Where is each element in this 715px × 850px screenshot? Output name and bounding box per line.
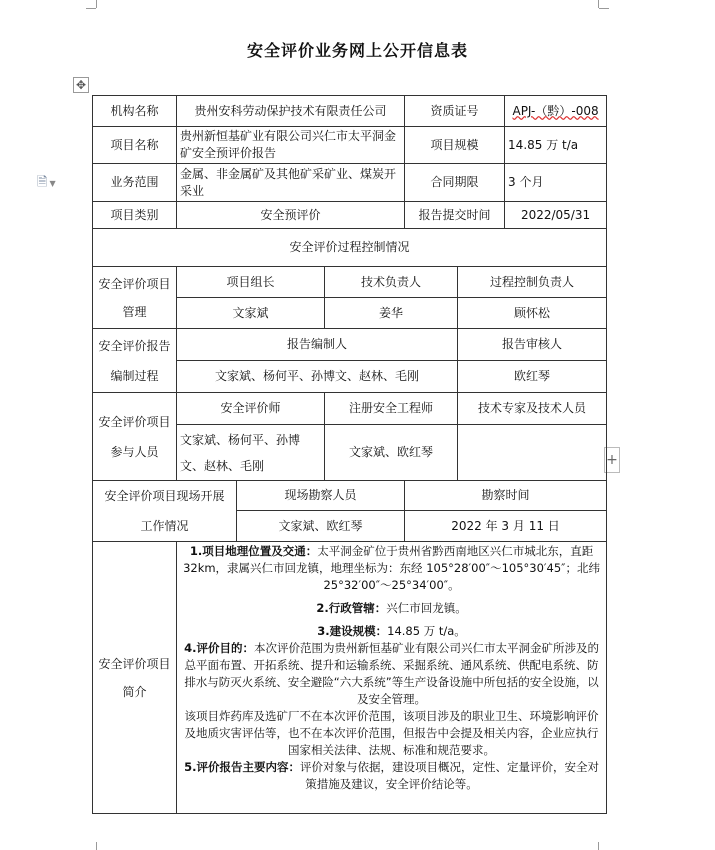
table-row xyxy=(93,481,607,511)
scope-label: 业务范围 xyxy=(93,164,177,202)
tech-value[interactable]: 姜华 xyxy=(325,298,458,329)
author-value[interactable]: 文家斌、杨何平、孙博文、赵林、毛刚 xyxy=(177,361,458,393)
scale-value[interactable]: 14.85 万 t/a xyxy=(505,127,607,164)
crop-mark xyxy=(86,8,96,9)
cert-label: 资质证号 xyxy=(405,96,505,127)
intro-heading: 3.建设规模： xyxy=(317,624,388,638)
staff-label: 安全评价项目参与人员 xyxy=(93,393,177,481)
leader-label: 项目组长 xyxy=(177,267,325,298)
table-row xyxy=(93,229,607,267)
intro-body[interactable] xyxy=(177,542,607,814)
author-label: 报告编制人 xyxy=(177,329,458,361)
crop-mark xyxy=(96,0,97,8)
table-row xyxy=(93,202,607,229)
table-row xyxy=(93,542,607,814)
intro-heading: 4.评价目的： xyxy=(184,641,254,655)
intro-heading: 5.评价报告主要内容： xyxy=(184,760,300,774)
crop-mark xyxy=(599,8,609,9)
reviewer-value[interactable]: 欧红琴 xyxy=(458,361,607,393)
table-row xyxy=(93,127,607,164)
scope-value[interactable]: 金属、非金属矿及其他矿采矿业、煤炭开采业 xyxy=(177,164,405,202)
process-value[interactable]: 顾怀松 xyxy=(458,298,607,329)
intro-heading: 1.项目地理位置及交通： xyxy=(189,544,318,558)
survey-time-label: 勘察时间 xyxy=(405,481,607,511)
engineer-label: 注册安全工程师 xyxy=(325,393,458,425)
intro-paragraph xyxy=(180,623,603,640)
cert-value[interactable] xyxy=(505,96,607,127)
info-table xyxy=(92,95,607,814)
category-value[interactable]: 安全预评价 xyxy=(177,202,405,229)
intro-paragraph xyxy=(180,600,603,617)
intro-text: 兴仁市回龙镇。 xyxy=(386,601,467,615)
intro-label: 安全评价项目简介 xyxy=(93,542,177,814)
intro-text: 太平洞金矿位于贵州省黔西南地区兴仁市城北东，直距 32km，隶属兴仁市回龙镇，地理坐标为：东经 105°28′00″～105°30′45″；北纬 25°32′00″～25°34′00″。 xyxy=(183,544,600,592)
intro-paragraph xyxy=(180,543,603,594)
table-row xyxy=(93,329,607,361)
expert-label: 技术专家及技术人员 xyxy=(458,393,607,425)
page-title: 安全评价业务网上公开信息表 xyxy=(246,41,468,60)
table-row xyxy=(93,393,607,425)
survey-label: 现场勘察人员 xyxy=(237,481,405,511)
intro-text: 评价对象与依据，建设项目概况，定性、定量评价，安全对策措施及建议，安全评价结论等。 xyxy=(299,760,599,791)
reviewer-label: 报告审核人 xyxy=(458,329,607,361)
intro-text: 本次评价范围为贵州新恒基矿业有限公司兴仁市太平洞金矿所涉及的总平面布置、开拓系统、提升和运输系统、采掘系统、通风系统、供配电系统、防排水与防灭火系统、安全避险“六大系统”等生产设备设施中所包括的安全设施，以及安全管理。 xyxy=(184,641,599,706)
tech-label: 技术负责人 xyxy=(325,267,458,298)
table-row xyxy=(93,96,607,127)
intro-heading: 2.行政管辖： xyxy=(316,601,387,615)
contract-label: 合同期限 xyxy=(405,164,505,202)
document-icon[interactable]: 🗎 ▼ xyxy=(37,175,56,190)
intro-paragraph: 该项目炸药库及选矿厂不在本次评价范围，该项目涉及的职业卫生、环境影响评价及地质灾害评估等，也不在本次评价范围，但报告中会提及相关内容，企业应执行国家相关法律、法规、标准和规范要求。 xyxy=(184,709,599,757)
submit-value[interactable]: 2022/05/31 xyxy=(505,202,607,229)
chevron-down-icon[interactable]: ▼ xyxy=(49,179,56,188)
evaluator-value[interactable]: 文家斌、杨何平、孙博文、赵林、毛刚 xyxy=(177,425,325,481)
cert-value-text: APJ-（黔）-008 xyxy=(512,103,599,118)
submit-label: 报告提交时间 xyxy=(405,202,505,229)
leader-value[interactable]: 文家斌 xyxy=(177,298,325,329)
table-row xyxy=(93,267,607,298)
table-row xyxy=(93,164,607,202)
survey-time-value[interactable]: 2022 年 3 月 11 日 xyxy=(405,511,607,542)
table-move-handle-icon[interactable]: ✥ xyxy=(73,77,89,93)
contract-value[interactable]: 3 个月 xyxy=(505,164,607,202)
crop-mark xyxy=(598,842,599,850)
crop-mark xyxy=(96,842,97,850)
evaluator-label: 安全评价师 xyxy=(177,393,325,425)
project-name-label: 项目名称 xyxy=(93,127,177,164)
intro-paragraph xyxy=(180,759,603,793)
intro-paragraph xyxy=(180,640,603,708)
survey-value[interactable]: 文家斌、欧红琴 xyxy=(237,511,405,542)
process-header: 安全评价过程控制情况 xyxy=(93,229,607,267)
mgmt-label: 安全评价项目管理 xyxy=(93,267,177,329)
org-value[interactable]: 贵州安科劳动保护技术有限责任公司 xyxy=(177,96,405,127)
category-label: 项目类别 xyxy=(93,202,177,229)
process-label: 过程控制负责人 xyxy=(458,267,607,298)
org-label: 机构名称 xyxy=(93,96,177,127)
report-label: 安全评价报告编制过程 xyxy=(93,329,177,393)
crop-mark xyxy=(598,0,599,8)
intro-text: 14.85 万 t/a。 xyxy=(387,624,466,638)
engineer-value[interactable]: 文家斌、欧红琴 xyxy=(325,425,458,481)
add-column-icon[interactable]: + xyxy=(604,447,620,473)
project-name-value[interactable]: 贵州新恒基矿业有限公司兴仁市太平洞金矿安全预评价报告 xyxy=(177,127,405,164)
scale-label: 项目规模 xyxy=(405,127,505,164)
site-label: 安全评价项目现场开展工作情况 xyxy=(93,481,237,542)
expert-value[interactable] xyxy=(458,425,607,481)
